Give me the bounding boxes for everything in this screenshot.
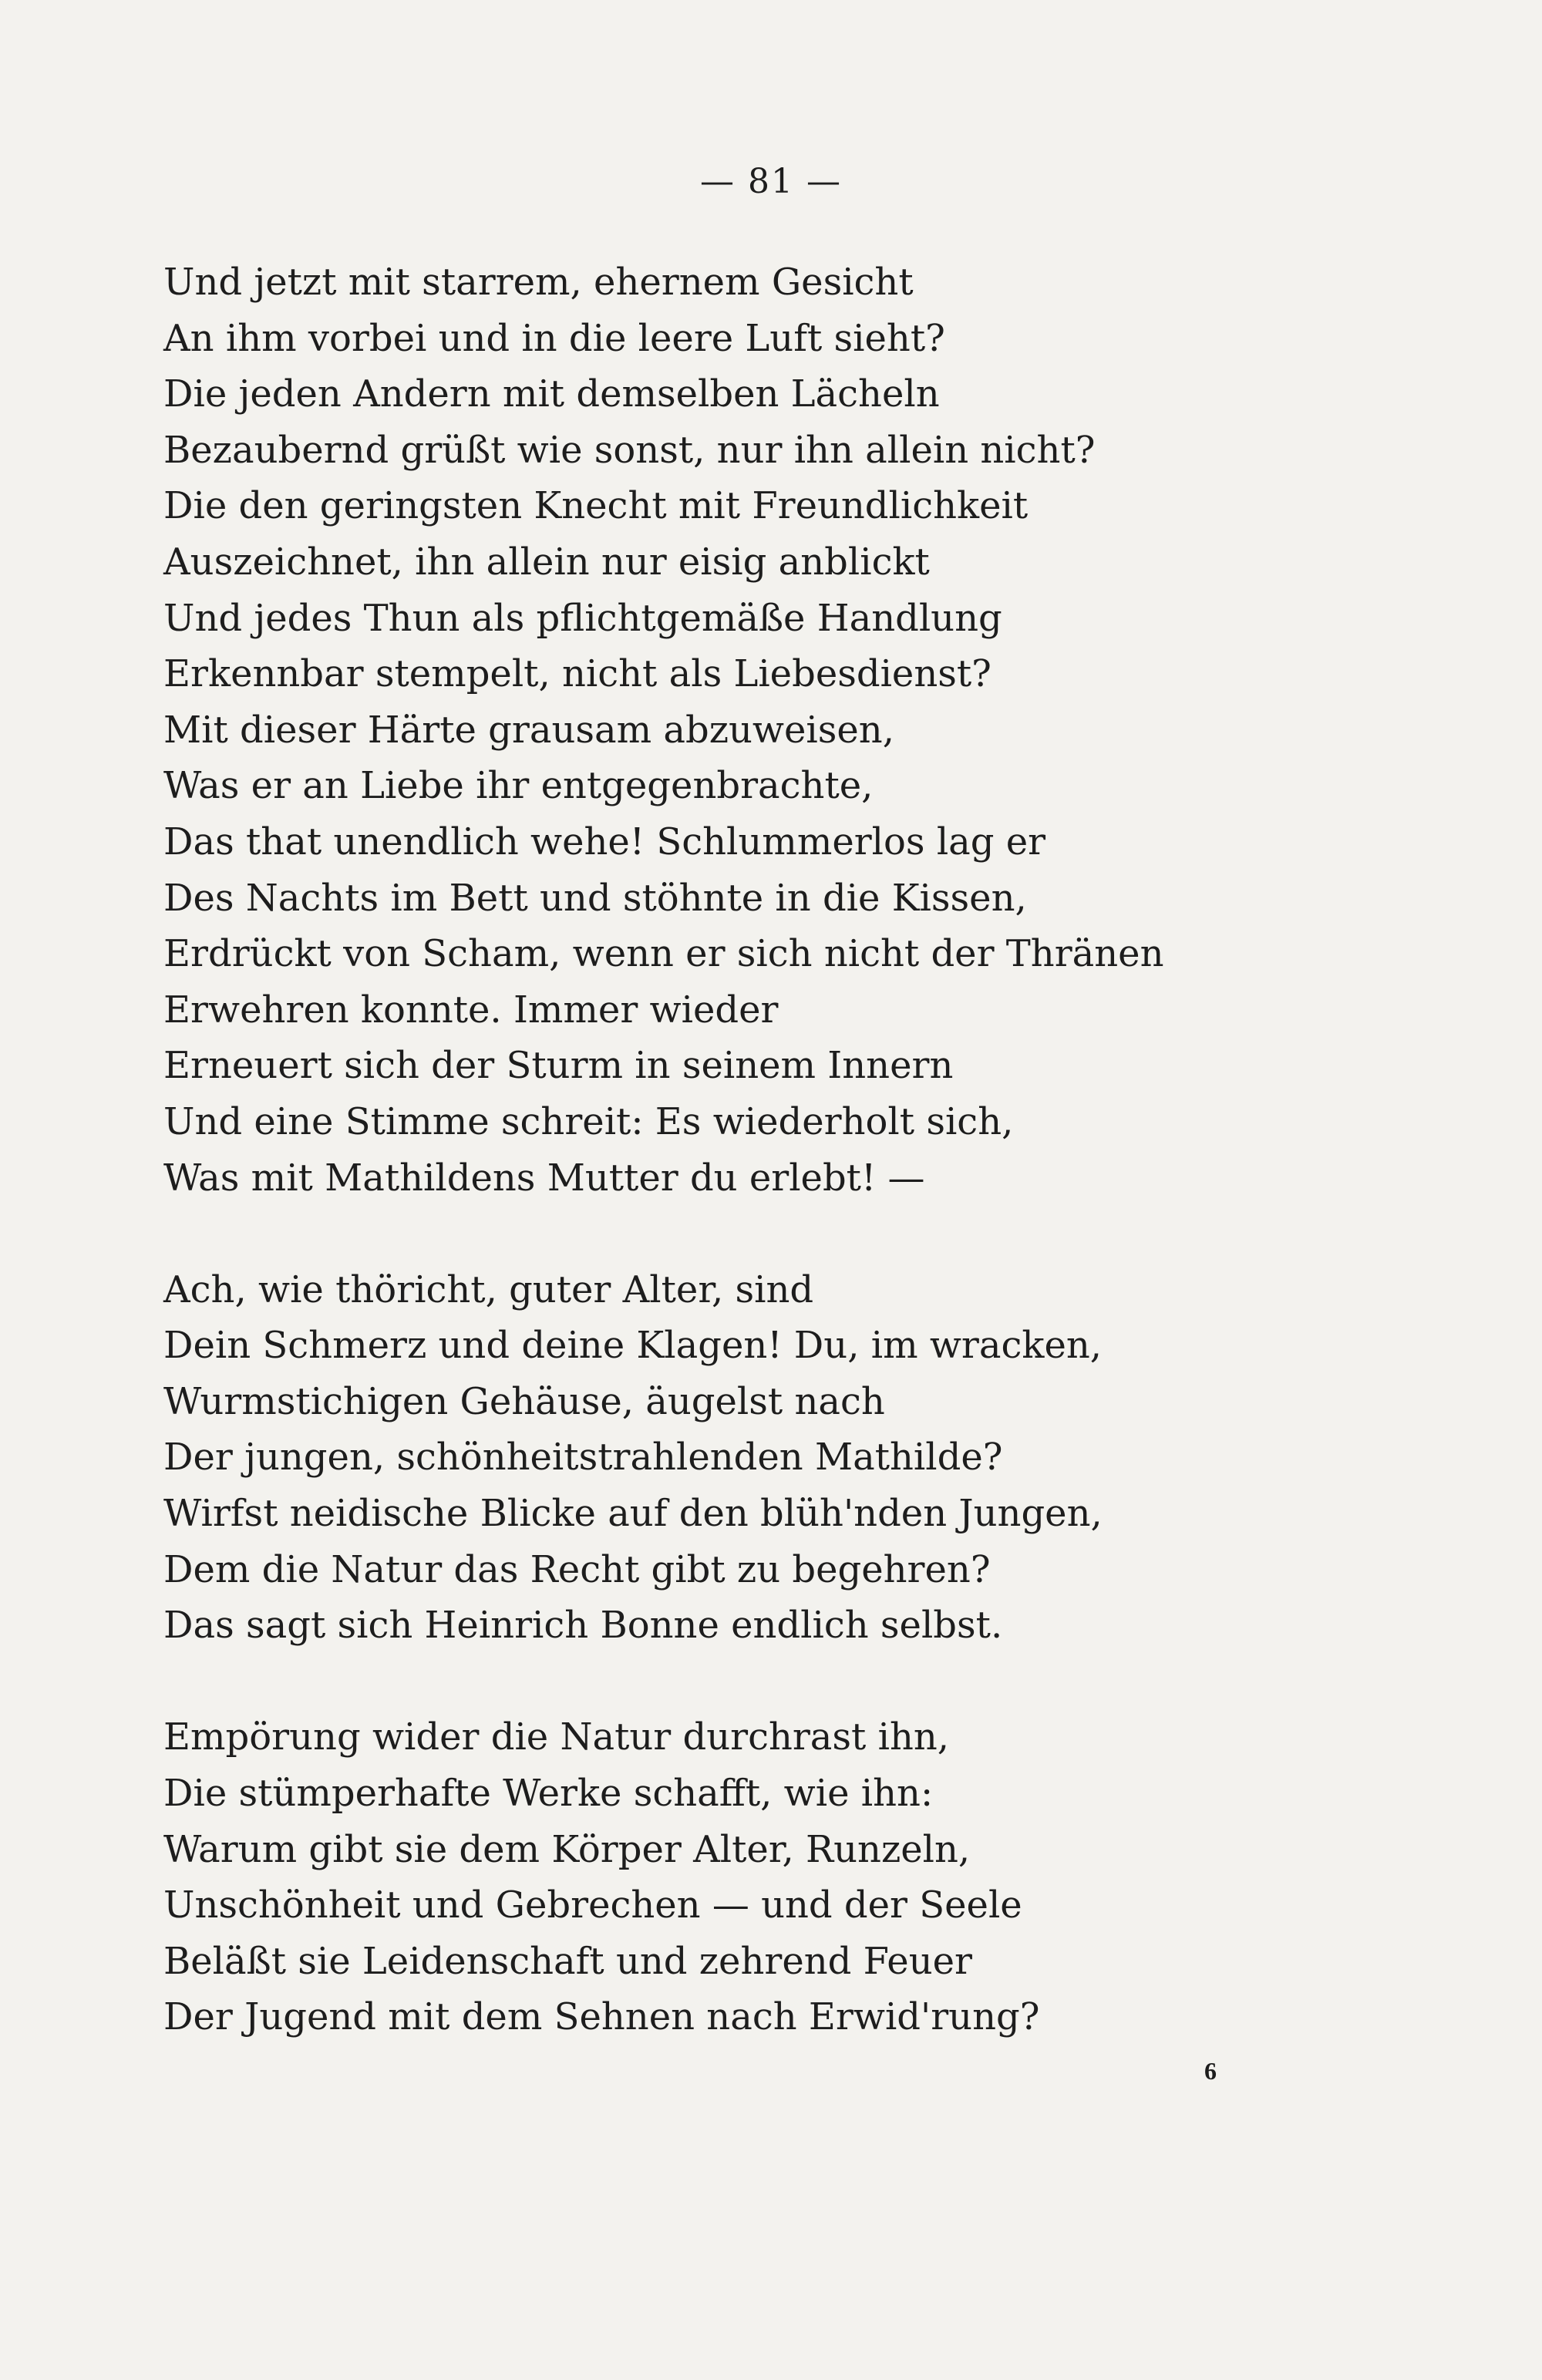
verse-line: Unschönheit und Gebrechen — und der Seele (163, 1883, 1022, 1927)
verse-line: Das sagt sich Heinrich Bonne endlich selbst. (163, 1604, 1003, 1648)
verse-line: Dein Schmerz und deine Klagen! Du, im wracken, (163, 1324, 1103, 1368)
verse-line: Beläßt sie Leidenschaft und zehrend Feuer (163, 1939, 972, 1983)
verse-line: Warum gibt sie dem Körper Alter, Runzeln, (163, 1827, 971, 1871)
poem-text (163, 254, 1366, 2045)
stanza-1 (163, 254, 1366, 1206)
page-number: — 81 — (700, 162, 842, 201)
verse-line: Wurmstichigen Gehäuse, äugelst nach (163, 1379, 885, 1423)
verse-line: Erneuert sich der Sturm in seinem Innern (163, 1044, 954, 1088)
verse-line: Die den geringsten Knecht mit Freundlichkeit (163, 484, 1029, 528)
verse-line: Der Jugend mit dem Sehnen nach Erwid'rung? (163, 1995, 1040, 2039)
verse-line: Das that unendlich wehe! Schlummerlos lag er (163, 820, 1046, 863)
stanza-break (163, 1654, 1366, 1710)
verse-line: Und jedes Thun als pflichtgemäße Handlung (163, 596, 1002, 640)
signature-mark: 6 (1204, 2057, 1217, 2085)
verse-line: Ach, wie thöricht, guter Alter, sind (163, 1267, 814, 1311)
verse-line: Die jeden Andern mit demselben Lächeln (163, 372, 940, 416)
verse-line: Was mit Mathildens Mutter du erlebt! — (163, 1156, 925, 1200)
verse-line: Und eine Stimme schreit: Es wiederholt sich, (163, 1099, 1014, 1143)
verse-line: Erdrückt von Scham, wenn er sich nicht der Thränen (163, 932, 1164, 976)
verse-line: Was er an Liebe ihr entgegenbrachte, (163, 764, 874, 808)
verse-line: Dem die Natur das Recht gibt zu begehren? (163, 1547, 991, 1591)
verse-line: Die stümperhafte Werke schafft, wie ihn: (163, 1772, 934, 1816)
verse-line: Auszeichnet, ihn allein nur eisig anblickt (163, 540, 930, 584)
verse-line: Mit dieser Härte grausam abzuweisen, (163, 708, 894, 752)
verse-line: Und jetzt mit starrem, ehernem Gesicht (163, 261, 914, 304)
verse-line: Der jungen, schönheitstrahlenden Mathilde? (163, 1436, 1003, 1480)
stanza-break (163, 1206, 1366, 1262)
verse-line: Wirfst neidische Blicke auf den blüh'nden Jungen, (163, 1492, 1103, 1536)
verse-line: An ihm vorbei und in die leere Luft sieht? (163, 316, 945, 360)
verse-line: Des Nachts im Bett und stöhnte in die Kissen, (163, 876, 1027, 920)
verse-line: Bezaubernd grüßt wie sonst, nur ihn allein nicht? (163, 428, 1096, 472)
stanza-2 (163, 1262, 1366, 1654)
stanza-3 (163, 1709, 1366, 2045)
verse-line: Erkennbar stempelt, nicht als Liebesdienst? (163, 652, 992, 696)
verse-line: Empörung wider die Natur durchrast ihn, (163, 1715, 950, 1759)
verse-line: Erwehren konnte. Immer wieder (163, 988, 779, 1032)
